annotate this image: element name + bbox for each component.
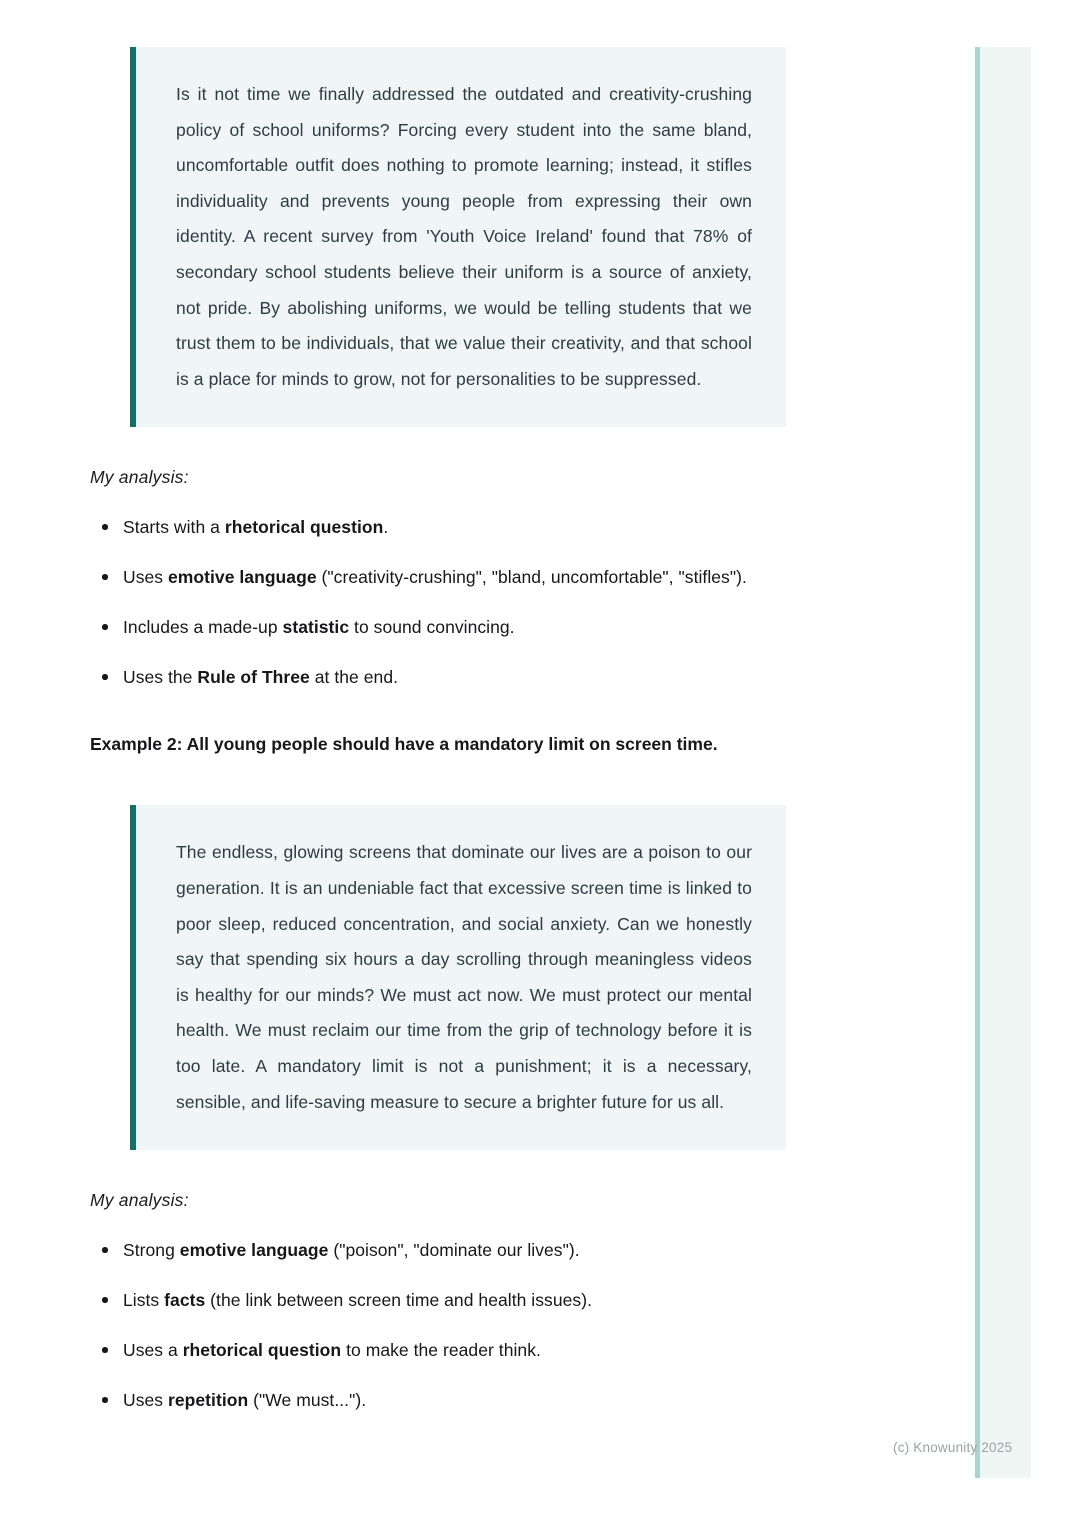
list-item xyxy=(90,662,826,692)
analysis-list-2 xyxy=(90,1235,826,1415)
bullet-text-pre: Lists xyxy=(123,1290,165,1311)
list-item xyxy=(90,1335,826,1365)
bullet-text-bold: Rule of Three xyxy=(197,667,310,688)
analysis-label-2: My analysis: xyxy=(90,1190,189,1211)
bullet-text-post: (the link between screen time and health issues). xyxy=(205,1290,592,1311)
bullet-text-pre: Includes a made-up xyxy=(123,617,283,638)
blockquote-example-2-text: The endless, glowing screens that dominate our lives are a poison to our generation. It is an undeniable fact that excessive screen time is linked to poor sleep, reduced concentration, and social anxiety. Can we honestly say that spending six hours a day scrolling through meaningless videos is healthy for our minds? We must act now. We must protect our mental health. We must reclaim our time from the grip of technology before it is too late. A mandatory limit is not a punishment; it is a necessary, sensible, and life-saving measure to secure a brighter future for us all. xyxy=(176,842,752,1112)
bullet-text-bold: rhetorical question xyxy=(224,517,384,538)
example-2-heading: Example 2: All young people should have a mandatory limit on screen time. xyxy=(90,734,718,755)
list-item xyxy=(90,1235,826,1265)
bullet-dot-icon xyxy=(102,1297,108,1303)
bullet-text-pre: Strong xyxy=(123,1240,180,1261)
bullet-dot-icon xyxy=(102,1347,108,1353)
bullet-dot-icon xyxy=(102,624,108,630)
bullet-text-bold: emotive language xyxy=(179,1240,329,1261)
bullet-text-post: ("creativity-crushing", "bland, uncomfortable", "stifles"). xyxy=(316,567,747,588)
blockquote-example-2 xyxy=(130,805,786,1150)
bullet-text-post: to make the reader think. xyxy=(341,1340,541,1361)
list-item xyxy=(90,1385,826,1415)
bullet-text-post: ("We must..."). xyxy=(248,1390,367,1411)
list-item xyxy=(90,512,826,542)
list-item xyxy=(90,1285,826,1315)
bullet-dot-icon xyxy=(102,1397,108,1403)
bullet-text-pre: Uses the xyxy=(123,667,198,688)
analysis-list-1 xyxy=(90,512,826,692)
bullet-dot-icon xyxy=(102,574,108,580)
copyright-watermark: (c) Knowunity 2025 xyxy=(893,1440,1013,1455)
bullet-text-post: at the end. xyxy=(309,667,399,688)
bullet-text-bold: rhetorical question xyxy=(182,1340,342,1361)
bullet-text-post: ("poison", "dominate our lives"). xyxy=(328,1240,580,1261)
list-item xyxy=(90,612,826,642)
bullet-dot-icon xyxy=(102,674,108,680)
analysis-label-1: My analysis: xyxy=(90,467,189,488)
bullet-text-pre: Starts with a xyxy=(123,517,225,538)
blockquote-example-1 xyxy=(130,47,786,427)
bullet-text-bold: facts xyxy=(164,1290,206,1311)
bullet-text-post: to sound convincing. xyxy=(349,617,515,638)
list-item xyxy=(90,562,826,592)
bullet-text-pre: Uses a xyxy=(123,1340,183,1361)
bullet-text-bold: repetition xyxy=(167,1390,249,1411)
document-content xyxy=(90,0,826,1415)
blockquote-example-1-text: Is it not time we finally addressed the outdated and creativity-crushing policy of school uniforms? Forcing every student into the same bland, uncomfortable outfit does nothing to promote learning; instead, it stifles individuality and prevents young people from expressing their own identity. A recent survey from 'Youth Voice Ireland' found that 78% of secondary school students believe their uniform is a source of anxiety, not pride. By abolishing uniforms, we would be telling students that we trust them to be individuals, that we value their creativity, and that school is a place for minds to grow, not for personalities to be suppressed. xyxy=(176,84,752,389)
bullet-text-pre: Uses xyxy=(123,567,168,588)
bullet-dot-icon xyxy=(102,1247,108,1253)
bullet-text-post: . xyxy=(383,517,389,538)
bullet-text-bold: emotive language xyxy=(167,567,317,588)
edge-quote-strip xyxy=(975,47,1031,1478)
bullet-dot-icon xyxy=(102,524,108,530)
bullet-text-pre: Uses xyxy=(123,1390,168,1411)
bullet-text-bold: statistic xyxy=(282,617,350,638)
